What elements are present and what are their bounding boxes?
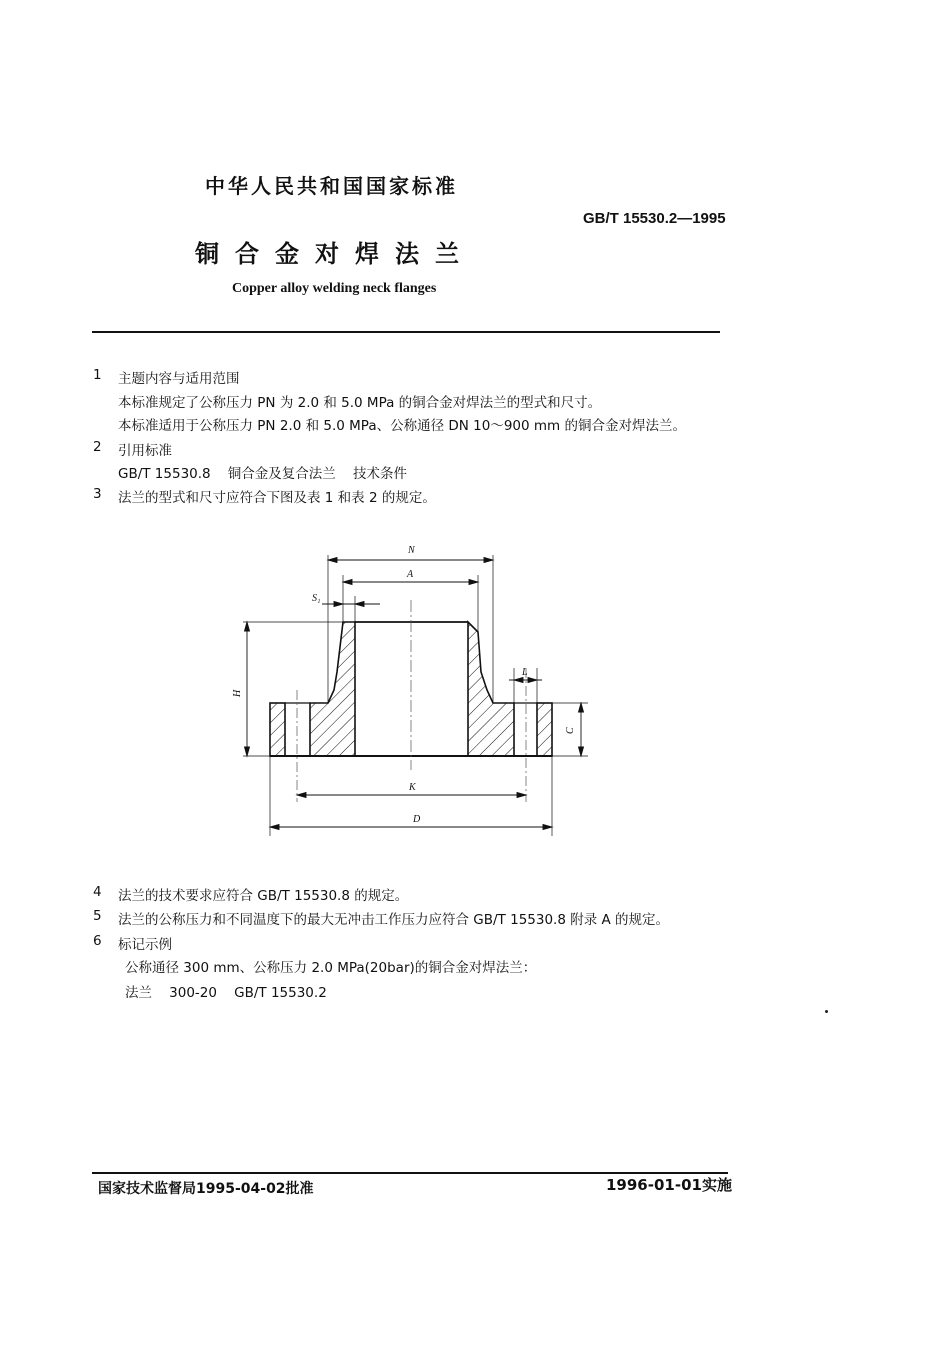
national-standard-heading: 中华人民共和国国家标准 [205, 174, 458, 198]
section-6-title: 标记示例 [118, 937, 172, 953]
section-5-number: 5 [93, 908, 102, 924]
section-4-number: 4 [93, 884, 102, 900]
label-D: D [413, 814, 421, 825]
label-N: N [408, 545, 415, 556]
section-1-title: 主题内容与适用范围 [118, 371, 240, 387]
section-6-marking-example: 法兰 300-20 GB/T 15530.2 [125, 985, 327, 1001]
section-2-title: 引用标准 [118, 443, 172, 459]
section-2-reference: GB/T 15530.8 铜合金及复合法兰 技术条件 [118, 466, 407, 482]
label-L: L [522, 667, 528, 678]
section-1-paragraph-1: 本标准规定了公称压力 PN 为 2.0 和 5.0 MPa 的铜合金对焊法兰的型式和尺寸。 [118, 395, 602, 411]
section-6-paragraph-1: 公称通径 300 mm、公称压力 2.0 MPa(20bar)的铜合金对焊法兰： [125, 960, 537, 976]
section-1-paragraph-2: 本标准适用于公称压力 PN 2.0 和 5.0 MPa、公称通径 DN 10～900 mm 的铜合金对焊法兰。 [118, 418, 686, 434]
left-rim-section [270, 703, 285, 756]
label-H: H [232, 689, 243, 697]
section-4-text: 法兰的技术要求应符合 GB/T 15530.8 的规定。 [118, 888, 409, 904]
label-K: K [409, 782, 416, 793]
implementation-date: 1996-01-01实施 [606, 1176, 732, 1194]
approval-line: 国家技术监督局1995-04-02批准 [98, 1181, 314, 1197]
standard-code: GB/T 15530.2—1995 [583, 210, 726, 227]
section-1-number: 1 [93, 367, 102, 383]
label-S1: S₁ [312, 593, 321, 604]
left-flange-section [310, 622, 355, 756]
document-title-en: Copper alloy welding neck flanges [232, 281, 437, 296]
scan-speck [825, 1010, 828, 1013]
section-3-number: 3 [93, 486, 102, 502]
header-rule [92, 331, 720, 333]
flange-cross-section-diagram [232, 540, 592, 840]
label-A: A [407, 569, 414, 580]
document-title-cn: 铜合金对焊法兰 [195, 240, 475, 268]
right-rim-section [537, 703, 552, 756]
section-6-number: 6 [93, 933, 102, 949]
label-C: C [565, 727, 576, 734]
section-5-text: 法兰的公称压力和不同温度下的最大无冲击工作压力应符合 GB/T 15530.8 附录 A 的规定。 [118, 912, 670, 928]
right-flange-section [468, 622, 514, 756]
section-2-number: 2 [93, 439, 102, 455]
section-3-text: 法兰的型式和尺寸应符合下图及表 1 和表 2 的规定。 [118, 490, 436, 506]
